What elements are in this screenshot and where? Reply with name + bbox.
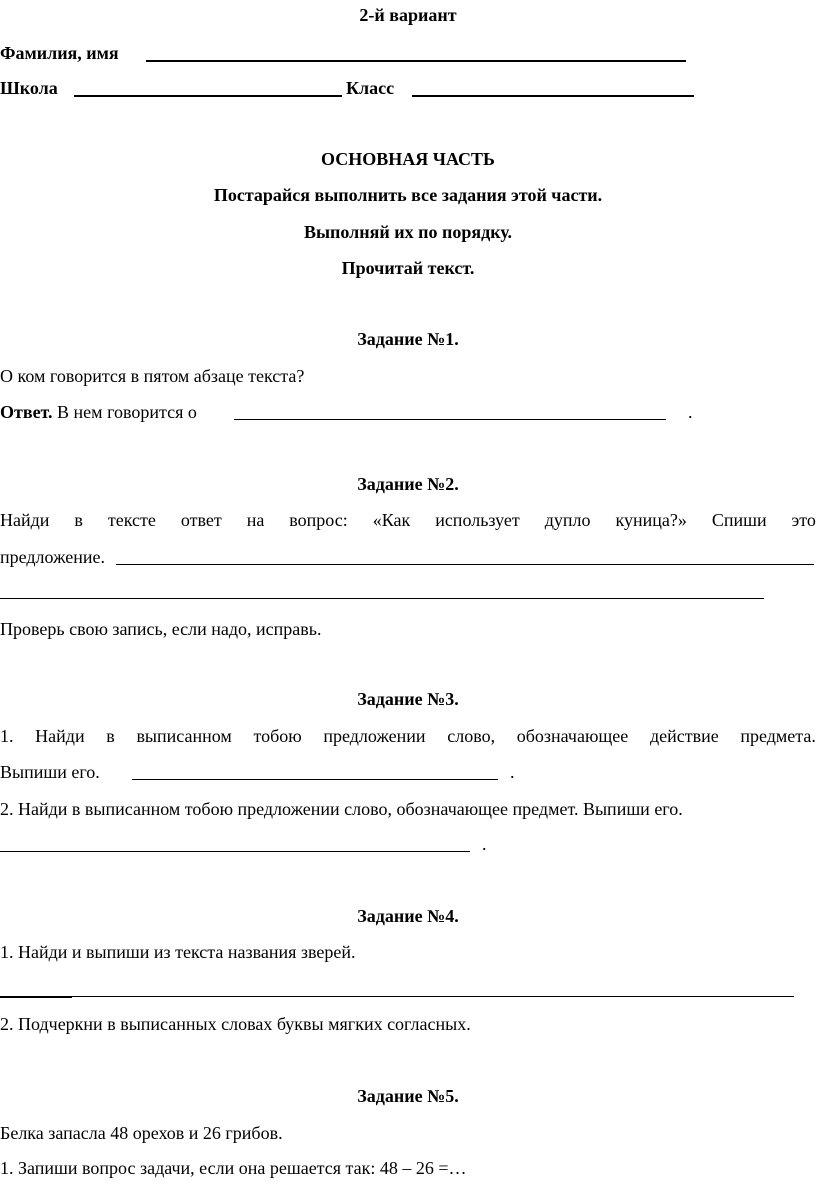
task3-item1 xyxy=(0,725,816,747)
word: Найди xyxy=(35,726,85,746)
task3-item1-cont: Выпиши его. xyxy=(0,762,100,782)
word: предмета. xyxy=(740,726,816,746)
task3-title: Задание №3. xyxy=(357,689,459,709)
surname-label: Фамилия, имя xyxy=(0,43,119,63)
word: обозначающее xyxy=(516,726,629,746)
word: «Как xyxy=(372,510,411,530)
word: использует xyxy=(435,510,520,530)
word: вопрос: xyxy=(289,510,348,530)
task1-answer-line xyxy=(0,401,197,423)
word: это xyxy=(791,510,816,530)
word: куница?» xyxy=(615,510,687,530)
task1-answer-text: В нем говорится о xyxy=(57,402,197,422)
word: выписанном xyxy=(136,726,232,746)
intro-line-1: Постарайся выполнить все задания этой части. xyxy=(213,185,603,205)
task1-title: Задание №1. xyxy=(357,329,459,349)
word: тобою xyxy=(253,726,302,746)
task4-title: Задание №4. xyxy=(357,906,459,926)
class-label: Класс xyxy=(346,78,395,98)
task2-title: Задание №2. xyxy=(357,474,459,494)
task2-question xyxy=(0,509,816,531)
task4-item2: 2. Подчеркни в выписанных словах буквы мягких согласных. xyxy=(0,1014,471,1034)
task1-question: О ком говорится в пятом абзаце текста? xyxy=(0,366,305,386)
intro-line-2: Выполняй их по порядку. xyxy=(303,222,513,242)
task4-field-start xyxy=(0,996,72,998)
task1-answer-label: Ответ. xyxy=(0,402,53,422)
task2-question-cont: предложение. xyxy=(0,547,106,567)
task3-item1-field[interactable] xyxy=(132,779,498,780)
task2-answer-field-2[interactable] xyxy=(0,598,764,599)
section-title: ОСНОВНАЯ ЧАСТЬ xyxy=(321,149,495,169)
task4-item1: 1. Найди и выпиши из текста названия зверей. xyxy=(0,942,356,962)
task2-check: Проверь свою запись, если надо, исправь. xyxy=(0,619,322,639)
class-field[interactable] xyxy=(412,95,694,97)
task1-answer-end: . xyxy=(688,402,693,422)
variant-title: 2-й вариант xyxy=(359,5,457,25)
task5-condition: Белка запасла 48 орехов и 26 грибов. xyxy=(0,1123,283,1143)
school-field[interactable] xyxy=(74,95,342,97)
task3-item2: 2. Найди в выписанном тобою предложении слово, обозначающее предмет. Выпиши его. xyxy=(0,799,683,819)
word: ответ xyxy=(180,510,222,530)
word: в xyxy=(74,510,83,530)
school-label: Школа xyxy=(0,78,58,98)
task5-title: Задание №5. xyxy=(357,1086,459,1106)
word: тексте xyxy=(107,510,156,530)
task2-answer-field-1[interactable] xyxy=(116,564,814,565)
word: 1. xyxy=(0,726,14,746)
intro-line-3: Прочитай текст. xyxy=(341,258,475,278)
word: на xyxy=(246,510,265,530)
task5-item1: 1. Запиши вопрос задачи, если она решается так: 48 – 26 =… xyxy=(0,1158,467,1178)
word: действие xyxy=(649,726,719,746)
task3-item2-field[interactable] xyxy=(0,851,470,852)
task3-item1-end: . xyxy=(510,762,515,782)
word: Найди xyxy=(0,510,50,530)
task3-item2-end: . xyxy=(482,834,487,854)
word: в xyxy=(106,726,115,746)
task4-answer-field[interactable] xyxy=(72,996,794,997)
surname-field[interactable] xyxy=(146,60,686,62)
word: дупло xyxy=(544,510,591,530)
task1-answer-field[interactable] xyxy=(234,419,666,420)
word: предложении xyxy=(323,726,426,746)
word: Спиши xyxy=(711,510,767,530)
word: слово, xyxy=(447,726,496,746)
